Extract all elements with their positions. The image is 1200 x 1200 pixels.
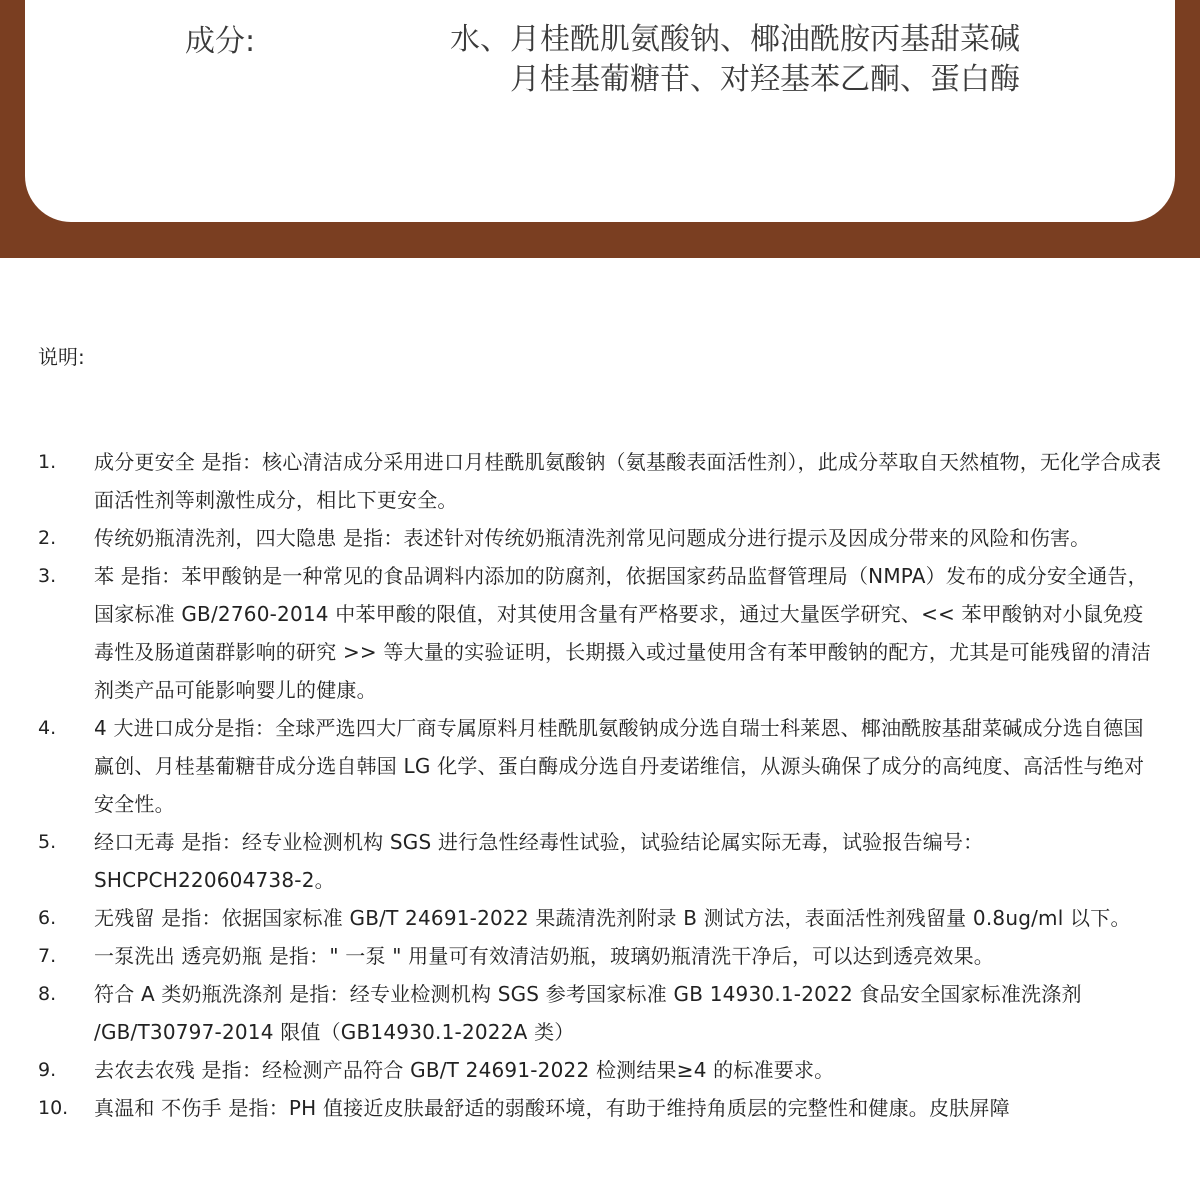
note-text: 苯 是指：苯甲酸钠是一种常见的食品调料内添加的防腐剂，依据国家药品监督管理局（NMPA）发布的成分安全通告，国家标准 GB/2760-2014 中苯甲酸的限值，对其使用含量有严格要求，通过大量医学研究、<< 苯甲酸钠对小鼠免疫毒性及肠道菌群影响的研究 >> 等大量的实验证明，长期摄入或过量使用含有苯甲酸钠的配方，尤其是可能残留的清洁剂类产品可能影响婴儿的健康。: [94, 564, 1152, 702]
note-text: 一泵洗出 透亮奶瓶 是指：" 一泵 " 用量可有效清洁奶瓶，玻璃奶瓶清洗干净后，可以达到透亮效果。: [94, 944, 994, 968]
notes-list: [0, 443, 1200, 1127]
note-number: 6.: [38, 907, 57, 929]
note-number: 10.: [38, 1097, 69, 1119]
note-item: [0, 519, 1200, 557]
ingredients-line-1: 水、月桂酰肌氨酸钠、椰油酰胺丙基甜菜碱: [450, 22, 1020, 57]
note-number: 4.: [38, 717, 57, 739]
note-item: [0, 709, 1200, 823]
note-item: [0, 899, 1200, 937]
note-text: 去农去农残 是指：经检测产品符合 GB/T 24691-2022 检测结果≥4 的标准要求。: [94, 1058, 835, 1082]
note-text: 真温和 不伤手 是指：PH 值接近皮肤最舒适的弱酸环境，有助于维持角质层的完整性和健康。皮肤屏障: [94, 1096, 1010, 1120]
note-number: 3.: [38, 565, 57, 587]
ingredients-card: [25, 0, 1175, 222]
note-text: 成分更安全 是指：核心清洁成分采用进口月桂酰肌氨酸钠（氨基酸表面活性剂），此成分萃取自天然植物，无化学合成表面活性剂等刺激性成分，相比下更安全。: [94, 450, 1162, 512]
note-text: 传统奶瓶清洗剂，四大隐患 是指：表述针对传统奶瓶清洗剂常见问题成分进行提示及因成分带来的风险和伤害。: [94, 526, 1091, 550]
ingredients-list: [450, 20, 1020, 100]
note-item: [0, 975, 1200, 1051]
note-number: 7.: [38, 945, 57, 967]
note-text: 经口无毒 是指：经专业检测机构 SGS 进行急性经毒性试验，试验结论属实际无毒，试验报告编号：SHCPCH220604738-2。: [94, 830, 984, 892]
note-item: [0, 937, 1200, 975]
note-number: 8.: [38, 983, 57, 1005]
note-item: [0, 557, 1200, 709]
note-text: 无残留 是指：依据国家标准 GB/T 24691-2022 果蔬清洗剂附录 B 测试方法，表面活性剂残留量 0.8ug/ml 以下。: [94, 906, 1131, 930]
note-text: 4 大进口成分是指：全球严选四大厂商专属原料月桂酰肌氨酸钠成分选自瑞士科莱恩、椰油酰胺基甜菜碱成分选自德国赢创、月桂基葡糖苷成分选自韩国 LG 化学、蛋白酶成分选自丹麦诺维信，从源头确保了成分的高纯度、高活性与绝对安全性。: [94, 716, 1145, 816]
note-number: 1.: [38, 451, 57, 473]
note-number: 5.: [38, 831, 57, 853]
ingredients-label: 成分:: [185, 24, 256, 59]
note-item: [0, 823, 1200, 899]
note-number: 9.: [38, 1059, 57, 1081]
note-item: [0, 1051, 1200, 1089]
note-number: 2.: [38, 527, 57, 549]
notes-title: 说明:: [38, 345, 85, 369]
note-item: [0, 1089, 1200, 1127]
note-text: 符合 A 类奶瓶洗涤剂 是指：经专业检测机构 SGS 参考国家标准 GB 14930.1-2022 食品安全国家标准洗涤剂 /GB/T30797-2014 限值（GB14930.1-2022A 类）: [94, 982, 1082, 1044]
note-item: [0, 443, 1200, 519]
ingredients-line-2: 月桂基葡糖苷、对羟基苯乙酮、蛋白酶: [510, 62, 1020, 97]
